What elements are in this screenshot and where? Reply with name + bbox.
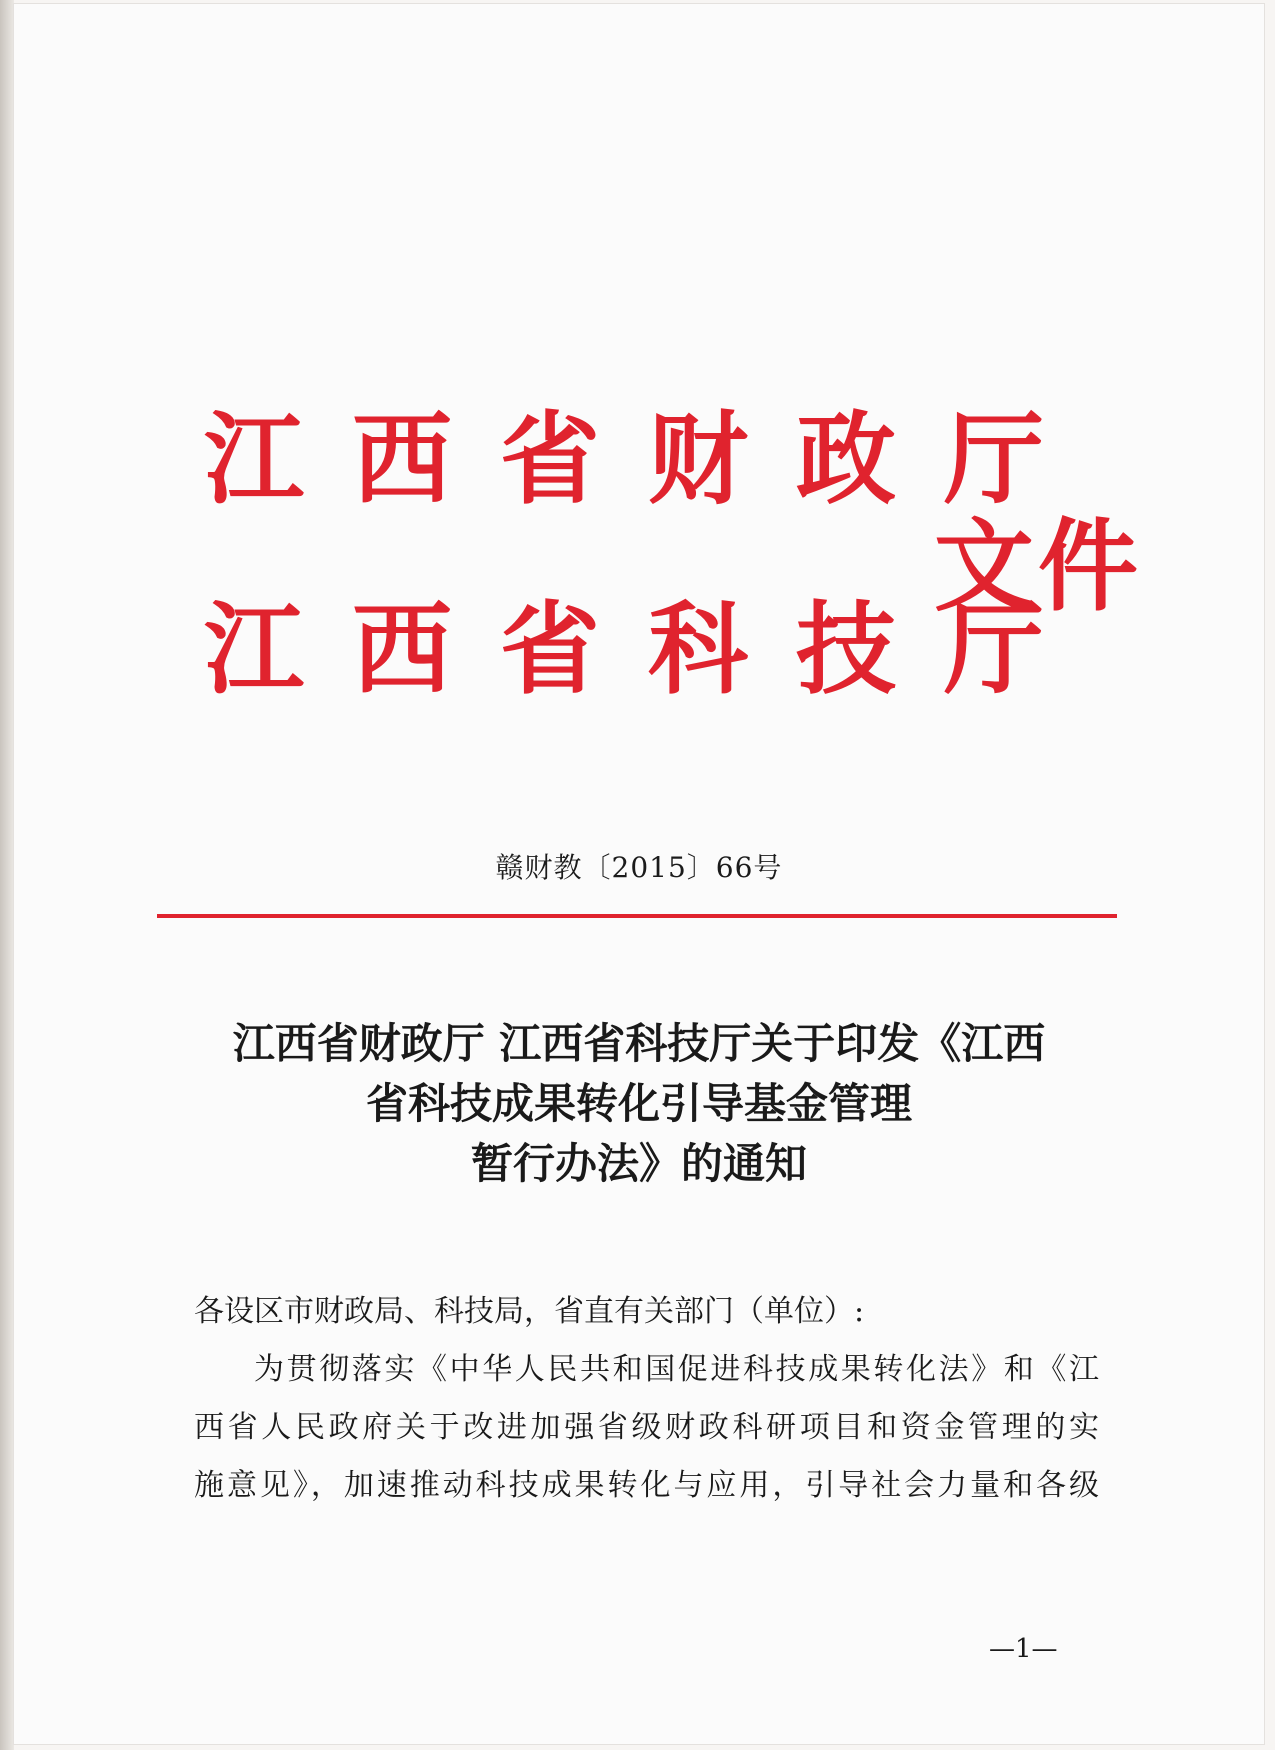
red-divider-line [157,914,1117,918]
body-text-line: 施意见》，加速推动科技成果转化与应用，引导社会力量和各级 [194,1468,1099,1503]
title-line: 江西省财政厅 江西省科技厅关于印发《江西 [232,1019,1046,1068]
title-line: 省科技成果转化引导基金管理 [365,1079,912,1128]
salutation: 各设区市财政局、科技局，省直有关部门（单位）: [194,1294,865,1329]
document-type-word: 文件 [934,507,1142,625]
title-line: 暂行办法》的通知 [470,1139,807,1188]
issuer-name-science: 江西省科技厅 [204,590,1092,708]
page-number: —1— [989,1634,1058,1664]
body-text-line: 西省人民政府关于改进加强省级财政科研项目和资金管理的实 [194,1410,1099,1445]
issuer-name-finance: 江西省财政厅 [204,400,1092,518]
page-left-edge-shadow [0,0,14,1750]
document-number: 赣财教〔2015〕66号 [495,851,783,884]
document-page [14,4,1264,1744]
body-text-line: 为贯彻落实《中华人民共和国促进科技成果转化法》和《江 [254,1352,1099,1387]
document-title [164,1014,1114,1194]
